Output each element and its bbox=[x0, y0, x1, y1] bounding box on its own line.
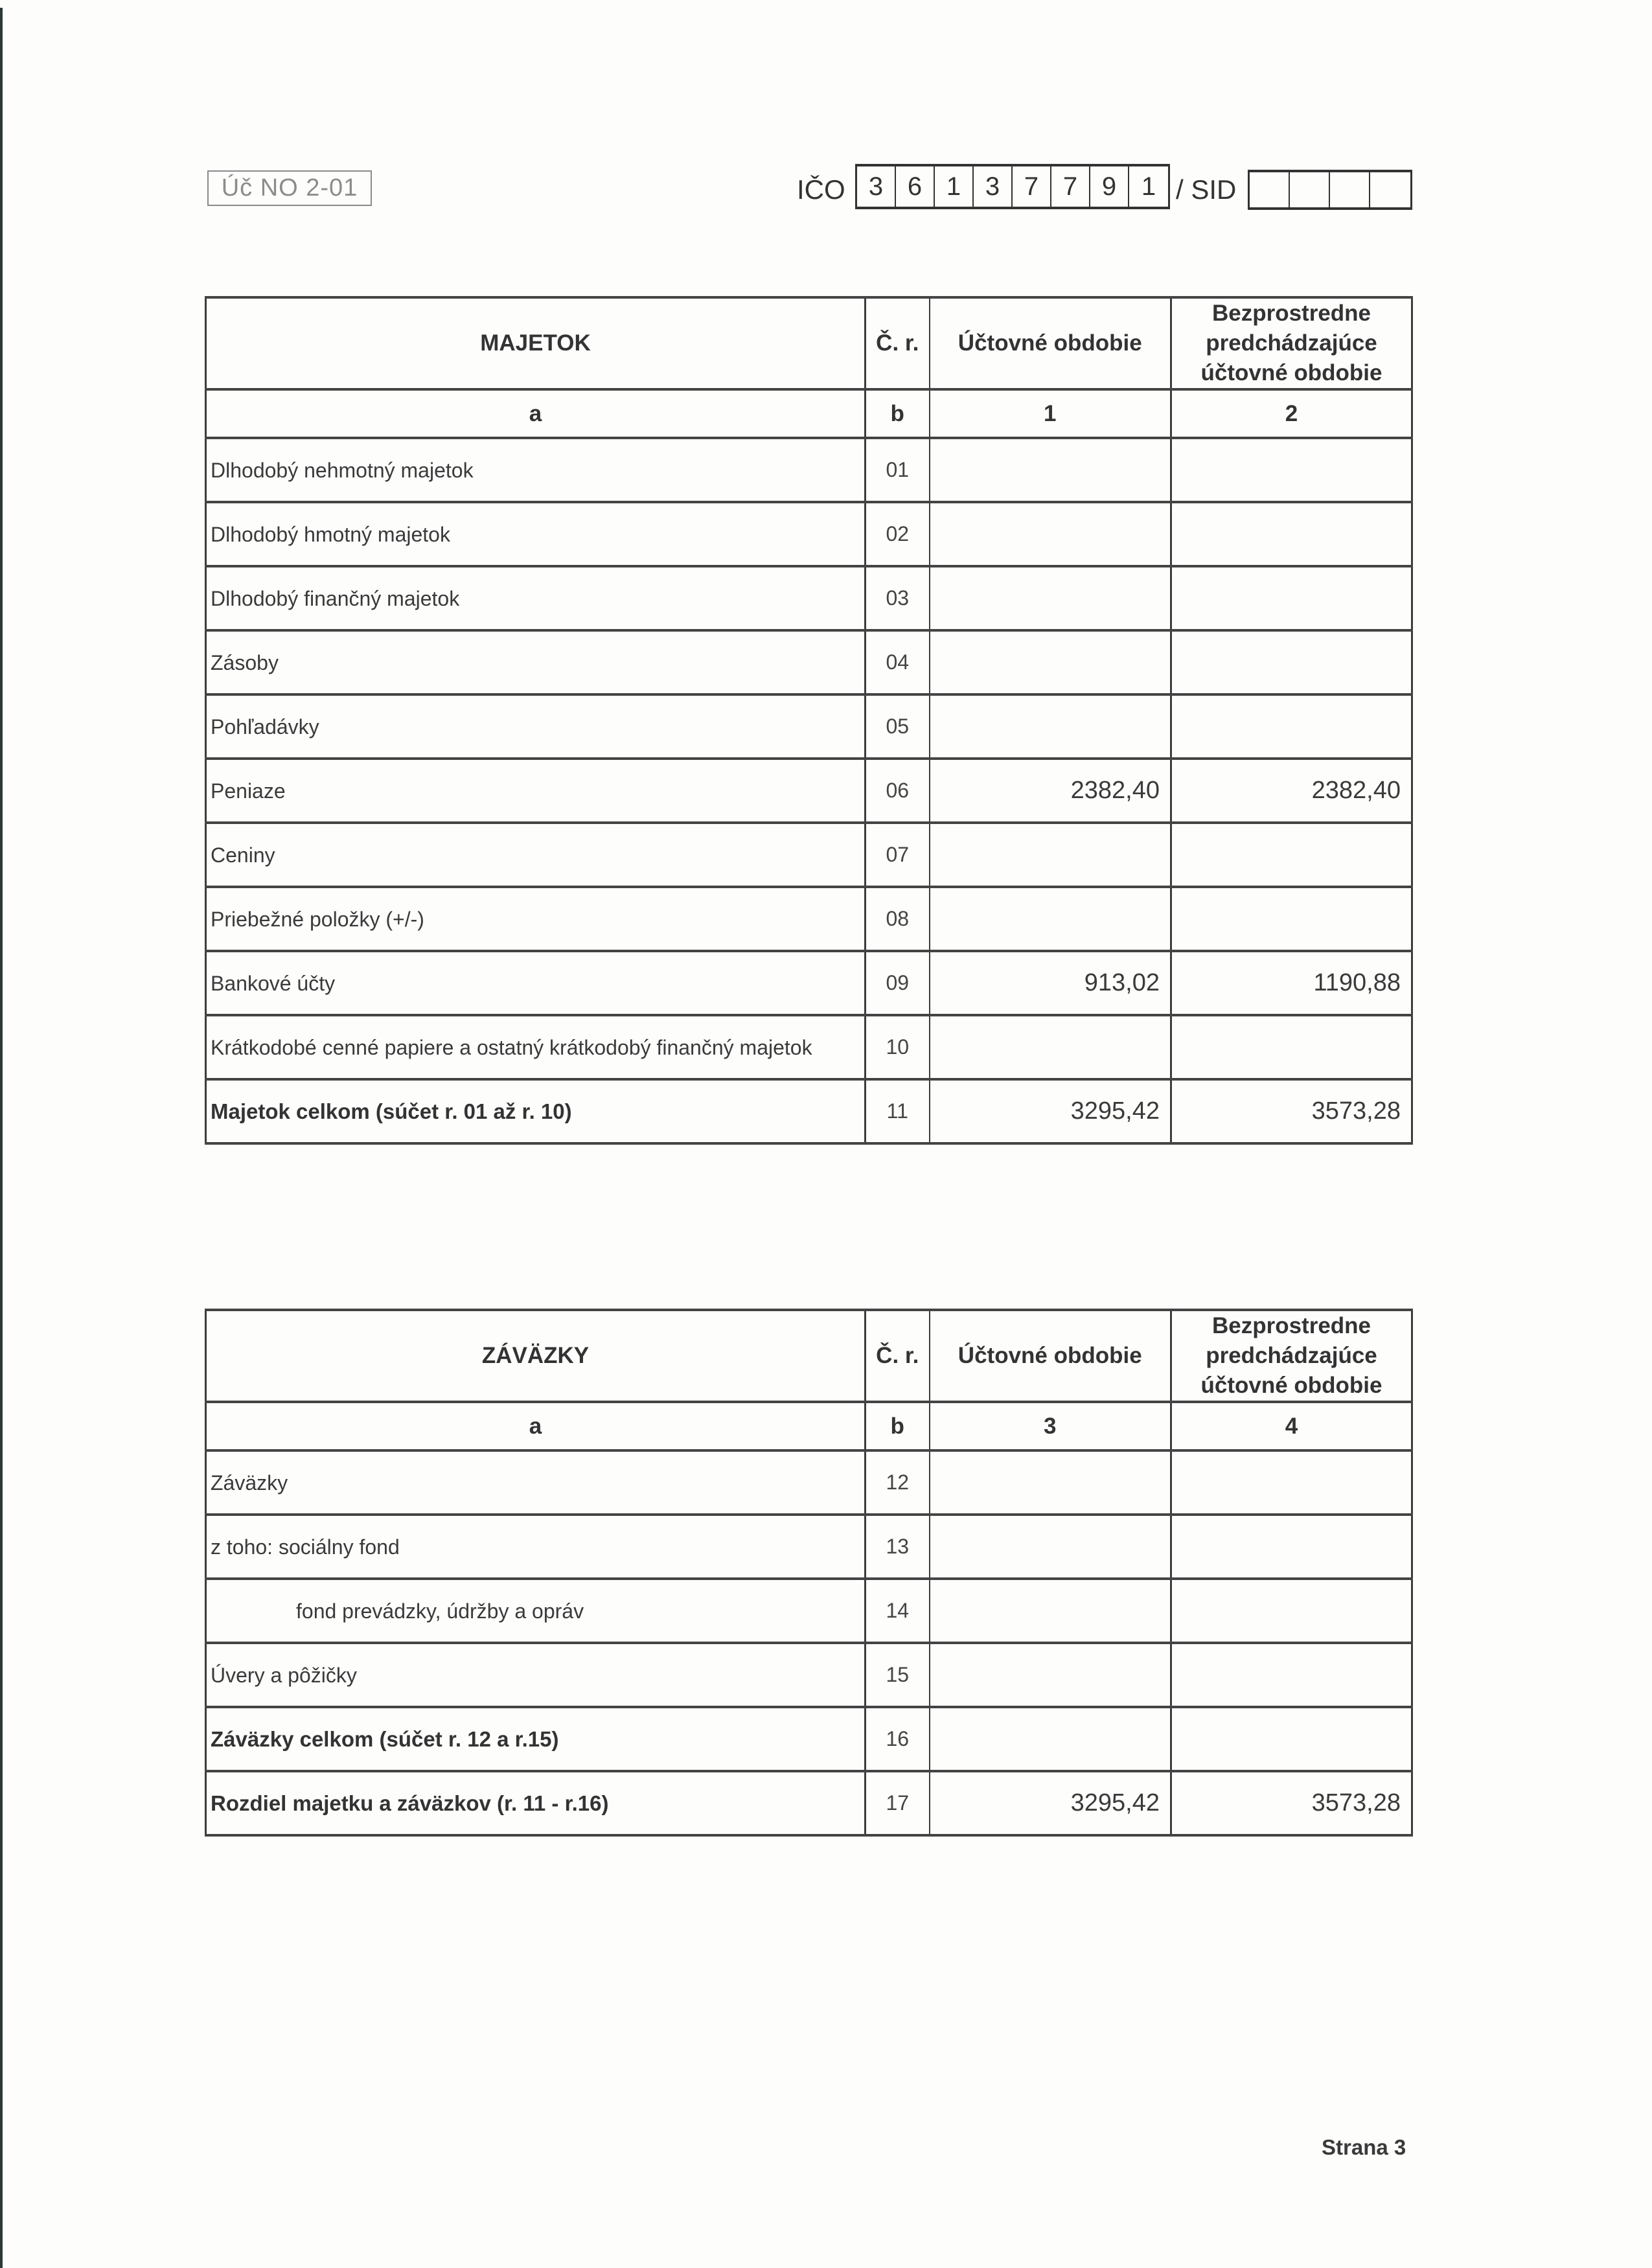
previous-value[interactable] bbox=[1171, 694, 1412, 759]
header-zavazky: ZÁVÄZKY bbox=[206, 1310, 866, 1402]
row-number: 02 bbox=[866, 502, 930, 566]
sid-digit[interactable] bbox=[1250, 172, 1290, 207]
row-label: Pohľadávky bbox=[206, 694, 866, 759]
previous-value[interactable] bbox=[1171, 566, 1412, 630]
table-row bbox=[206, 1450, 1412, 1515]
row-label: Peniaze bbox=[206, 759, 866, 823]
row-label: Dlhodobý hmotný majetok bbox=[206, 502, 866, 566]
subheader-3: 3 bbox=[930, 1402, 1171, 1450]
table-row bbox=[206, 438, 1412, 502]
table-row-total bbox=[206, 1079, 1412, 1143]
row-number: 04 bbox=[866, 630, 930, 694]
form-code-box: Úč NO 2-01 bbox=[207, 170, 372, 206]
header-majetok: MAJETOK bbox=[206, 297, 866, 389]
row-number: 09 bbox=[866, 951, 930, 1015]
row-number: 11 bbox=[866, 1079, 930, 1143]
table-row bbox=[206, 823, 1412, 887]
row-label: Zásoby bbox=[206, 630, 866, 694]
row-label: Dlhodobý finančný majetok bbox=[206, 566, 866, 630]
current-value[interactable] bbox=[930, 1707, 1171, 1771]
current-value[interactable] bbox=[930, 1515, 1171, 1579]
row-label: Úvery a pôžičky bbox=[206, 1643, 866, 1707]
table-row bbox=[206, 502, 1412, 566]
subheader-4: 4 bbox=[1171, 1402, 1412, 1450]
current-value[interactable] bbox=[930, 1450, 1171, 1515]
ico-field[interactable] bbox=[855, 164, 1170, 209]
row-label: Bankové účty bbox=[206, 951, 866, 1015]
table-row bbox=[206, 951, 1412, 1015]
table-subheader-row bbox=[206, 1402, 1412, 1450]
ico-digit[interactable]: 1 bbox=[935, 166, 974, 207]
previous-value[interactable]: 3573,28 bbox=[1171, 1079, 1412, 1143]
table-row bbox=[206, 1643, 1412, 1707]
sid-digit[interactable] bbox=[1370, 172, 1410, 207]
row-number: 17 bbox=[866, 1771, 930, 1835]
current-value[interactable] bbox=[930, 630, 1171, 694]
previous-value[interactable]: 3573,28 bbox=[1171, 1771, 1412, 1835]
row-label: Ceniny bbox=[206, 823, 866, 887]
row-number: 16 bbox=[866, 1707, 930, 1771]
row-number: 03 bbox=[866, 566, 930, 630]
subheader-b: b bbox=[866, 1402, 930, 1450]
table-row bbox=[206, 1579, 1412, 1643]
row-number: 13 bbox=[866, 1515, 930, 1579]
subheader-a: a bbox=[206, 389, 866, 438]
previous-value[interactable] bbox=[1171, 1450, 1412, 1515]
current-value[interactable] bbox=[930, 1579, 1171, 1643]
current-value[interactable] bbox=[930, 438, 1171, 502]
subheader-1: 1 bbox=[930, 389, 1171, 438]
table-header-row bbox=[206, 1310, 1412, 1402]
row-number: 05 bbox=[866, 694, 930, 759]
previous-value[interactable] bbox=[1171, 1579, 1412, 1643]
ico-digit[interactable]: 3 bbox=[974, 166, 1013, 207]
previous-value[interactable] bbox=[1171, 1015, 1412, 1079]
current-value[interactable]: 2382,40 bbox=[930, 759, 1171, 823]
row-number: 01 bbox=[866, 438, 930, 502]
row-label: Záväzky celkom (súčet r. 12 a r.15) bbox=[206, 1707, 866, 1771]
ico-digit[interactable]: 7 bbox=[1051, 166, 1090, 207]
subheader-b: b bbox=[866, 389, 930, 438]
ico-label: IČO bbox=[797, 174, 845, 205]
table-subheader-row bbox=[206, 389, 1412, 438]
table-row bbox=[206, 1015, 1412, 1079]
table-row bbox=[206, 566, 1412, 630]
row-label: Dlhodobý nehmotný majetok bbox=[206, 438, 866, 502]
current-value[interactable] bbox=[930, 566, 1171, 630]
current-value[interactable] bbox=[930, 502, 1171, 566]
row-number: 06 bbox=[866, 759, 930, 823]
table-row bbox=[206, 759, 1412, 823]
header-previous-period: Bezprostredne predchádzajúce účtovné obdobie bbox=[1171, 297, 1412, 389]
previous-value[interactable]: 2382,40 bbox=[1171, 759, 1412, 823]
sid-label: / SID bbox=[1176, 174, 1237, 205]
header-current-period: Účtovné obdobie bbox=[930, 297, 1171, 389]
current-value[interactable] bbox=[930, 823, 1171, 887]
current-value[interactable]: 3295,42 bbox=[930, 1079, 1171, 1143]
subheader-2: 2 bbox=[1171, 389, 1412, 438]
table-header-row bbox=[206, 297, 1412, 389]
ico-digit[interactable]: 1 bbox=[1141, 172, 1156, 201]
previous-value[interactable] bbox=[1171, 502, 1412, 566]
current-value[interactable]: 913,02 bbox=[930, 951, 1171, 1015]
header-row-number: Č. r. bbox=[866, 1310, 930, 1402]
row-label: Majetok celkom (súčet r. 01 až r. 10) bbox=[206, 1079, 866, 1143]
table-row-total bbox=[206, 1707, 1412, 1771]
ico-digit[interactable]: 9 bbox=[1090, 166, 1129, 207]
row-label: Rozdiel majetku a záväzkov (r. 11 - r.16) bbox=[206, 1771, 866, 1835]
previous-value[interactable] bbox=[1171, 887, 1412, 951]
row-number: 08 bbox=[866, 887, 930, 951]
previous-value[interactable] bbox=[1171, 438, 1412, 502]
assets-table bbox=[205, 296, 1413, 1145]
header-row-number: Č. r. bbox=[866, 297, 930, 389]
previous-value[interactable]: 1190,88 bbox=[1171, 951, 1412, 1015]
subheader-a: a bbox=[206, 1402, 866, 1450]
previous-value[interactable] bbox=[1171, 630, 1412, 694]
row-label: Krátkodobé cenné papiere a ostatný krátkodobý finančný majetok bbox=[206, 1015, 866, 1079]
previous-value[interactable] bbox=[1171, 823, 1412, 887]
sid-field[interactable] bbox=[1248, 170, 1412, 210]
row-number: 14 bbox=[866, 1579, 930, 1643]
ico-digit[interactable]: 6 bbox=[896, 166, 935, 207]
previous-value[interactable] bbox=[1171, 1707, 1412, 1771]
table-row bbox=[206, 887, 1412, 951]
sid-digit[interactable] bbox=[1290, 172, 1330, 207]
row-label: z toho: sociálny fond bbox=[206, 1515, 866, 1579]
liabilities-table bbox=[205, 1309, 1413, 1837]
row-label: Priebežné položky (+/-) bbox=[206, 887, 866, 951]
previous-value[interactable] bbox=[1171, 1515, 1412, 1579]
header-current-period: Účtovné obdobie bbox=[930, 1310, 1171, 1402]
row-number: 07 bbox=[866, 823, 930, 887]
current-value[interactable] bbox=[930, 694, 1171, 759]
row-label: fond prevádzky, údržby a opráv bbox=[206, 1579, 866, 1643]
current-value[interactable] bbox=[930, 1015, 1171, 1079]
row-number: 12 bbox=[866, 1450, 930, 1515]
current-value[interactable] bbox=[930, 887, 1171, 951]
previous-value[interactable] bbox=[1171, 1643, 1412, 1707]
ico-digit[interactable]: 7 bbox=[1013, 166, 1051, 207]
scan-edge bbox=[0, 8, 3, 2268]
table-row bbox=[206, 630, 1412, 694]
ico-digit[interactable]: 3 bbox=[857, 166, 896, 207]
row-number: 10 bbox=[866, 1015, 930, 1079]
table-row-difference bbox=[206, 1771, 1412, 1835]
sid-digit[interactable] bbox=[1330, 172, 1370, 207]
current-value[interactable]: 3295,42 bbox=[930, 1771, 1171, 1835]
header-previous-period: Bezprostredne predchádzajúce účtovné obdobie bbox=[1171, 1310, 1412, 1402]
table-row bbox=[206, 1515, 1412, 1579]
table-row bbox=[206, 694, 1412, 759]
current-value[interactable] bbox=[930, 1643, 1171, 1707]
row-number: 15 bbox=[866, 1643, 930, 1707]
page-number: Strana 3 bbox=[1322, 2135, 1406, 2159]
row-label: Záväzky bbox=[206, 1450, 866, 1515]
